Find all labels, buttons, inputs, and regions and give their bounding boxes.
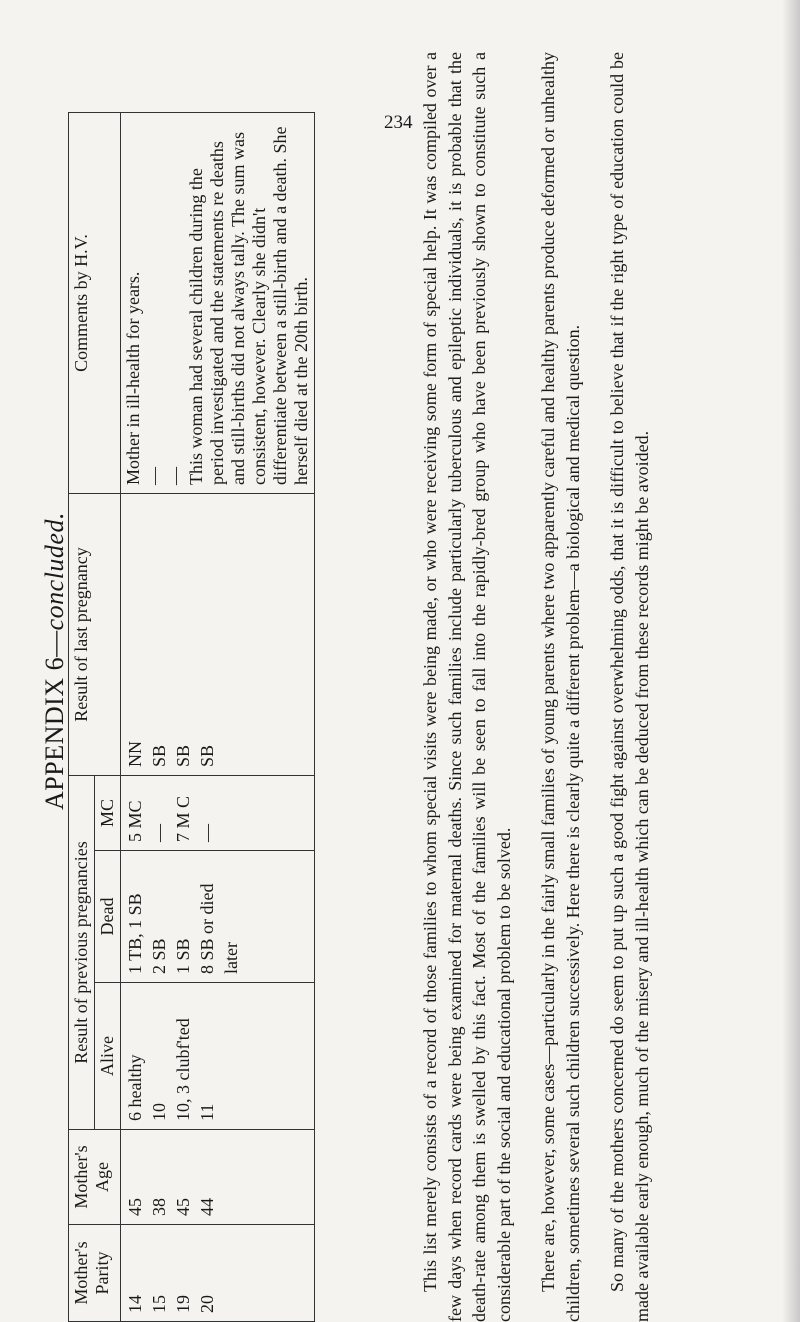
mc-value: 7 M C — [173, 795, 193, 842]
dead-value: 2 SB — [149, 938, 169, 974]
last-value: NN — [125, 741, 145, 767]
paragraph: This list merely consists of a record of those families to whom special visits were being made, or who were receiving some form of special help. It was compiled over a few days when record cards were being examined for maternal deaths. Since such families include particularly tuberculous and epileptic individuals, it is probable that the death-rate among them is swelled by this fact. Most of the families will be seen to fall into the rapidly-bred group who have been previously shown to constitute such a considerable part of the social and educational problem to be solved. — [420, 52, 514, 1322]
header-mothers-parity: Mother's Parity — [69, 1225, 121, 1322]
dead-value: 1 TB, 1 SB — [125, 893, 145, 974]
cell-alive — [121, 983, 315, 1130]
cell-age — [121, 1130, 315, 1225]
header-dead: Dead — [95, 851, 121, 983]
header-previous-pregnancies: Result of previous pregnancies — [69, 776, 95, 1130]
mc-value: — — [197, 824, 217, 842]
table-row — [121, 113, 315, 1322]
comment-value: — — [144, 467, 164, 485]
header-last-pregnancy: Result of last pregnancy — [69, 494, 121, 776]
appendix-title — [40, 0, 70, 1322]
cell-parity — [121, 1225, 315, 1322]
cell-comments — [121, 113, 315, 494]
dead-value: 8 SB or died later — [197, 883, 241, 974]
mc-value: — — [149, 824, 169, 842]
cell-dead — [121, 851, 315, 983]
cell-mc — [121, 776, 315, 851]
page-edge-shadow — [782, 0, 800, 1322]
alive-value: 10, 3 clubf'ted — [173, 1018, 193, 1121]
page-number: 234 — [384, 112, 413, 133]
mc-value: 5 MC — [125, 800, 145, 842]
age-value: 45 — [125, 1198, 145, 1216]
alive-value: 10 — [149, 1103, 169, 1121]
last-value: SB — [149, 744, 169, 767]
header-mc: MC — [95, 776, 121, 851]
parity-value: 20 — [197, 1295, 217, 1313]
comment-value: — — [165, 467, 185, 485]
pregnancy-records-table — [68, 112, 315, 1322]
table-body — [121, 113, 315, 1322]
age-value: 38 — [149, 1198, 169, 1216]
paragraph: So many of the mothers concerned do seem to put up such a good fight against overwhelming odds, that it is difficult to believe that if the right type of education could be made available early enough, much of the misery and ill-health which can be deduced from these records might be avoided. — [607, 52, 652, 1322]
body-text — [418, 52, 674, 1322]
comment-value: This woman had several children during the period investigated and the statements re deaths and still-births did not always tally. The sum was consistent, however. Clearly she didn't differentiate between a still-birth and a death. She herself died at the 20th birth. — [186, 126, 311, 485]
last-value: SB — [197, 744, 217, 767]
alive-value: 11 — [197, 1103, 217, 1121]
comment-value: Mother in ill-health for years. — [123, 271, 143, 485]
cell-last-pregnancy — [121, 494, 315, 776]
age-value: 45 — [173, 1198, 193, 1216]
paragraph: There are, however, some cases—particularly in the fairly small families of young parents where two apparently careful and healthy parents produce deformed or unhealthy children, sometimes several such children successively. Here there is clearly quite a different problem—a biological and medical question. — [538, 52, 583, 1322]
parity-value: 14 — [125, 1295, 145, 1313]
appendix-title-suffix: concluded. — [40, 512, 69, 631]
dead-value: 1 SB — [173, 938, 193, 974]
header-comments: Comments by H.V. — [69, 113, 121, 494]
parity-value: 19 — [173, 1295, 193, 1313]
last-value: SB — [173, 744, 193, 767]
header-alive: Alive — [95, 983, 121, 1130]
header-mothers-age: Mother's Age — [69, 1130, 121, 1225]
parity-value: 15 — [149, 1295, 169, 1313]
appendix-title-main: APPENDIX 6— — [40, 630, 69, 810]
age-value: 44 — [197, 1198, 217, 1216]
alive-value: 6 healthy — [125, 1054, 145, 1121]
